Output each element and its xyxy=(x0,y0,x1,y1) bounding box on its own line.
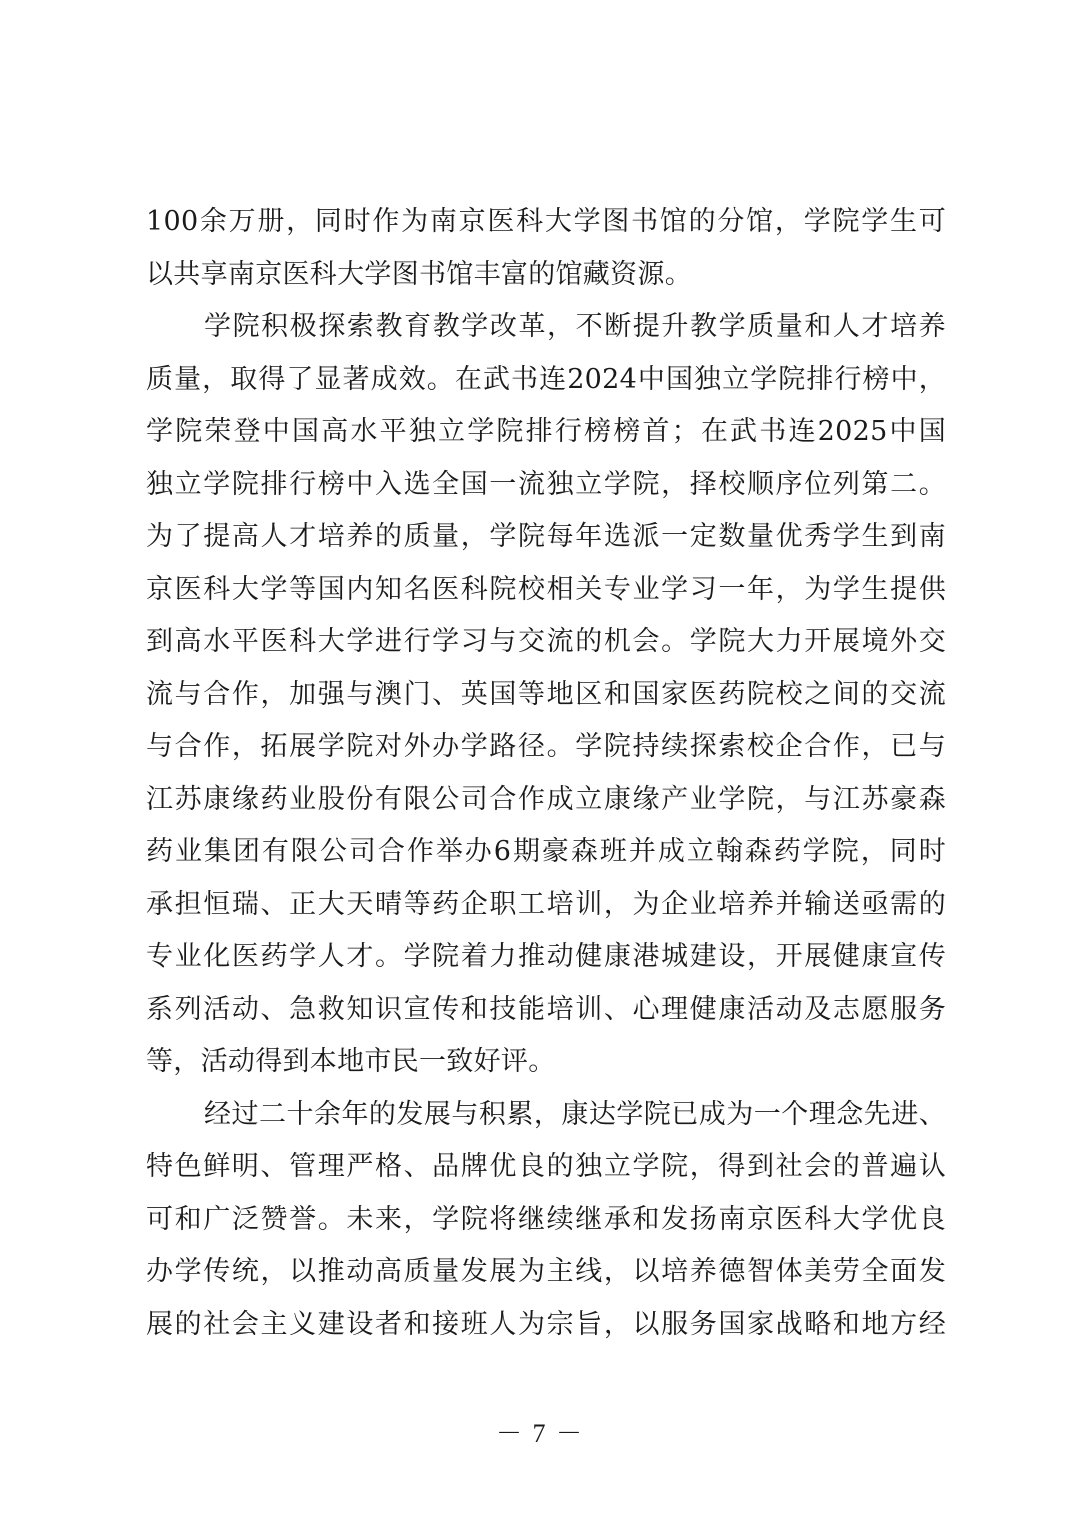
text-line: 可和广泛赞誉。未来，学院将继续继承和发扬南京医科大学优良 xyxy=(146,1203,946,1235)
text-line: 等，活动得到本地市民一致好评。 xyxy=(146,1046,556,1077)
text-line: 展的社会主义建设者和接班人为宗旨，以服务国家战略和地方经 xyxy=(146,1308,946,1340)
text-line: 为了提高人才培养的质量，学院每年选派一定数量优秀学生到南 xyxy=(146,521,946,552)
text-line: 系列活动、急救知识宣传和技能培训、心理健康活动及志愿服务 xyxy=(146,993,946,1025)
text-line: 学院积极探索教育教学改革，不断提升教学质量和人才培养 xyxy=(204,311,946,342)
text-line: 京医科大学等国内知名医科院校相关专业学习一年，为学生提供 xyxy=(146,573,946,605)
text-line: 与合作，拓展学院对外办学路径。学院持续探索校企合作，已与 xyxy=(146,731,946,762)
text-line: 以共享南京医科大学图书馆丰富的馆藏资源。 xyxy=(146,258,692,290)
text-line: 江苏康缘药业股份有限公司合作成立康缘产业学院，与江苏豪森 xyxy=(146,783,946,815)
text-line: 经过二十余年的发展与积累，康达学院已成为一个理念先进、 xyxy=(204,1098,946,1130)
text-line: 药业集团有限公司合作举办6期豪森班并成立翰森药学院，同时 xyxy=(146,836,946,867)
text-line: 质量，取得了显著成效。在武书连2024中国独立学院排行榜中， xyxy=(146,363,946,395)
text-line: 独立学院排行榜中入选全国一流独立学院，择校顺序位列第二。 xyxy=(146,468,946,500)
text-line: 特色鲜明、管理严格、品牌优良的独立学院，得到社会的普遍认 xyxy=(146,1151,946,1182)
text-line: 办学传统，以推动高质量发展为主线，以培养德智体美劳全面发 xyxy=(146,1256,946,1287)
text-line: 到高水平医科大学进行学习与交流的机会。学院大力开展境外交 xyxy=(146,626,946,657)
text-line: 专业化医药学人才。学院着力推动健康港城建设，开展健康宣传 xyxy=(146,941,946,972)
text-line: 学院荣登中国高水平独立学院排行榜榜首；在武书连2025中国 xyxy=(146,416,946,447)
text-line: 100余万册，同时作为南京医科大学图书馆的分馆，学院学生可 xyxy=(146,206,946,237)
body-text xyxy=(146,196,946,1351)
page-number: － 7 － xyxy=(495,1419,584,1448)
text-line: 承担恒瑞、正大天晴等药企职工培训，为企业培养并输送亟需的 xyxy=(146,888,946,920)
text-line: 流与合作，加强与澳门、英国等地区和国家医药院校之间的交流 xyxy=(146,678,946,710)
